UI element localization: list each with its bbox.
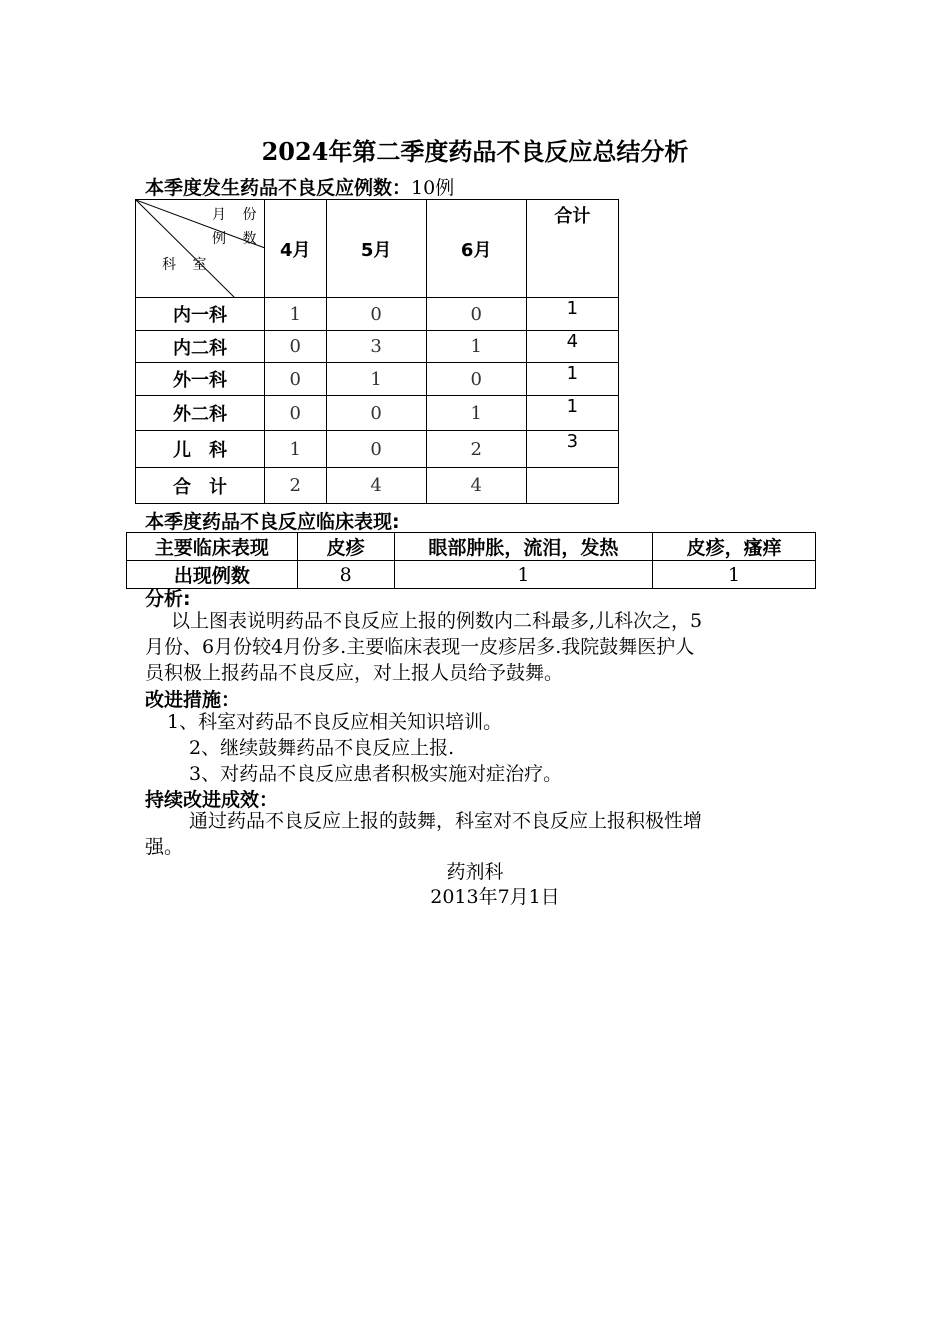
corner-dept-label: 科 室 (162, 257, 213, 273)
analysis-line: 员积极上报药品不良反应，对上报人员给予鼓舞。 (145, 662, 564, 684)
col-header-may: 5月 (326, 200, 426, 298)
corner-cases-label: 例 数 (212, 231, 263, 247)
diagonal-header-cell (136, 200, 265, 298)
row-total: 1 (526, 298, 618, 331)
improvement-list (145, 709, 810, 787)
effect-heading: 持续改进成效： (145, 789, 279, 811)
clinical-header-row (127, 533, 816, 561)
row-total (526, 468, 618, 504)
dept-name: 外二科 (136, 396, 265, 431)
table-row (136, 431, 619, 468)
table-header-row (136, 200, 619, 298)
dept-name: 合 计 (136, 468, 265, 504)
clinical-table (126, 532, 816, 589)
improvement-item: 3、对药品不良反应患者积极实施对症治疗。 (189, 763, 563, 785)
table-cell: 1 (426, 396, 526, 431)
case-summary-count: 10例 (411, 177, 455, 199)
table-cell: 0 (426, 363, 526, 396)
dept-name: 儿 科 (136, 431, 265, 468)
table-row (136, 468, 619, 504)
table-cell: 2 (265, 468, 327, 504)
improvement-heading: 改进措施： (145, 689, 241, 711)
dept-name: 外一科 (136, 363, 265, 396)
row-total: 4 (526, 331, 618, 363)
analysis-line: 月份、6月份较4月份多.主要临床表现一皮疹居多.我院鼓舞医护人 (145, 636, 695, 658)
clinical-header-cell: 主要临床表现 (127, 533, 298, 561)
table-cell: 2 (426, 431, 526, 468)
table-cell: 1 (265, 431, 327, 468)
table-row (136, 363, 619, 396)
clinical-count-label: 出现例数 (127, 561, 298, 589)
case-summary-label: 本季度发生药品不良反应例数： (145, 177, 412, 199)
col-header-april: 4月 (265, 200, 327, 298)
signature-date: 2013年7月1日 (430, 886, 560, 908)
dept-name: 内二科 (136, 331, 265, 363)
page-title: 2024年第二季度药品不良反应总结分析 (261, 137, 689, 166)
effect-line: 强。 (145, 836, 184, 858)
department-table (135, 199, 619, 504)
table-cell: 0 (326, 298, 426, 331)
dept-name: 内一科 (136, 298, 265, 331)
row-total: 3 (526, 431, 618, 468)
clinical-count-cell: 1 (653, 561, 816, 589)
table-cell: 0 (265, 331, 327, 363)
signature-dept: 药剂科 (446, 861, 504, 883)
table-cell: 4 (426, 468, 526, 504)
clinical-count-row (127, 561, 816, 589)
table-row (136, 331, 619, 363)
row-total: 1 (526, 396, 618, 431)
table-row (136, 298, 619, 331)
case-summary (145, 173, 454, 200)
table-cell: 4 (326, 468, 426, 504)
table-cell: 0 (326, 431, 426, 468)
clinical-count-cell: 1 (394, 561, 653, 589)
improvement-item: 2、继续鼓舞药品不良反应上报. (189, 737, 455, 759)
table-cell: 0 (265, 363, 327, 396)
table-cell: 0 (326, 396, 426, 431)
clinical-header-cell: 皮疹 (297, 533, 394, 561)
clinical-count-cell: 8 (297, 561, 394, 589)
effect-paragraph (145, 808, 810, 860)
row-total: 1 (526, 363, 618, 396)
table-cell: 0 (265, 396, 327, 431)
clinical-heading: 本季度药品不良反应临床表现: (145, 511, 400, 533)
table-cell: 1 (265, 298, 327, 331)
table-cell: 1 (326, 363, 426, 396)
improvement-item: 1、科室对药品不良反应相关知识培训。 (167, 711, 503, 733)
corner-month-label: 月 份 (212, 207, 263, 223)
col-header-june: 6月 (426, 200, 526, 298)
table-cell: 3 (326, 331, 426, 363)
analysis-line: 以上图表说明药品不良反应上报的例数内二科最多,儿科次之，5 (171, 610, 703, 632)
effect-line: 通过药品不良反应上报的鼓舞，科室对不良反应上报积极性增 (189, 810, 703, 832)
clinical-header-cell: 皮疹，瘙痒 (653, 533, 816, 561)
table-cell: 1 (426, 331, 526, 363)
table-row (136, 396, 619, 431)
analysis-paragraph (145, 608, 810, 686)
clinical-header-cell: 眼部肿胀，流泪，发热 (394, 533, 653, 561)
col-header-total: 合计 (526, 200, 618, 298)
analysis-heading: 分析: (145, 588, 191, 610)
table-cell: 0 (426, 298, 526, 331)
